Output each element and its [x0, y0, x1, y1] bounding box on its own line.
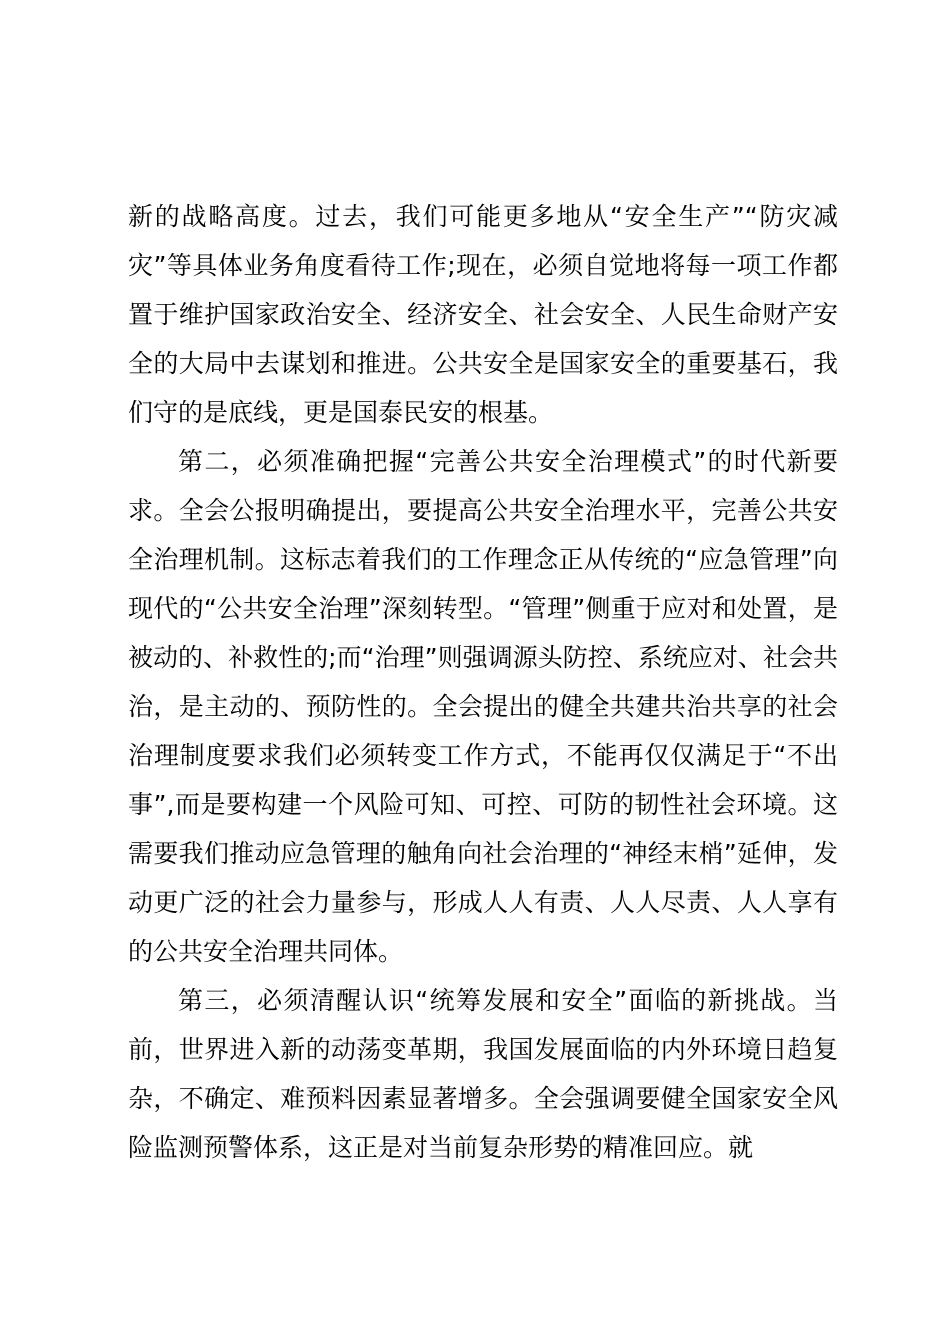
document-body [128, 192, 838, 1172]
paragraph-continuation: 新的战略高度。过去，我们可能更多地从“安全生产”“防灾减灾”等具体业务角度看待工作;现在，必须自觉地将每一项工作都置于维护国家政治安全、经济安全、社会安全、人民生命财产安全的大局中去谋划和推进。公共安全是国家安全的重要基石，我们守的是底线，更是国泰民安的根基。 [128, 202, 838, 427]
paragraph-second-point: 第二，必须准确把握“完善公共安全治理模式”的时代新要求。全会公报明确提出，要提高公共安全治理水平，完善公共安全治理机制。这标志着我们的工作理念正从传统的“应急管理”向现代的“公共安全治理”深刻转型。“管理”侧重于应对和处置，是被动的、补救性的;而“治理”则强调源头防控、系统应对、社会共治，是主动的、预防性的。全会提出的健全共建共治共享的社会治理制度要求我们必须转变工作方式，不能再仅仅满足于“不出事”,而是要构建一个风险可知、可控、可防的韧性社会环境。这需要我们推动应急管理的触角向社会治理的“神经末梢”延伸，发动更广泛的社会力量参与，形成人人有责、人人尽责、人人享有的公共安全治理共同体。 [128, 447, 838, 966]
paragraph-third-point: 第三，必须清醒认识“统筹发展和安全”面临的新挑战。当前，世界进入新的动荡变革期，我国发展面临的内外环境日趋复杂，不确定、难预料因素显著增多。全会强调要健全国家安全风险监测预警体系，这正是对当前复杂形势的精准回应。就 [128, 986, 838, 1162]
